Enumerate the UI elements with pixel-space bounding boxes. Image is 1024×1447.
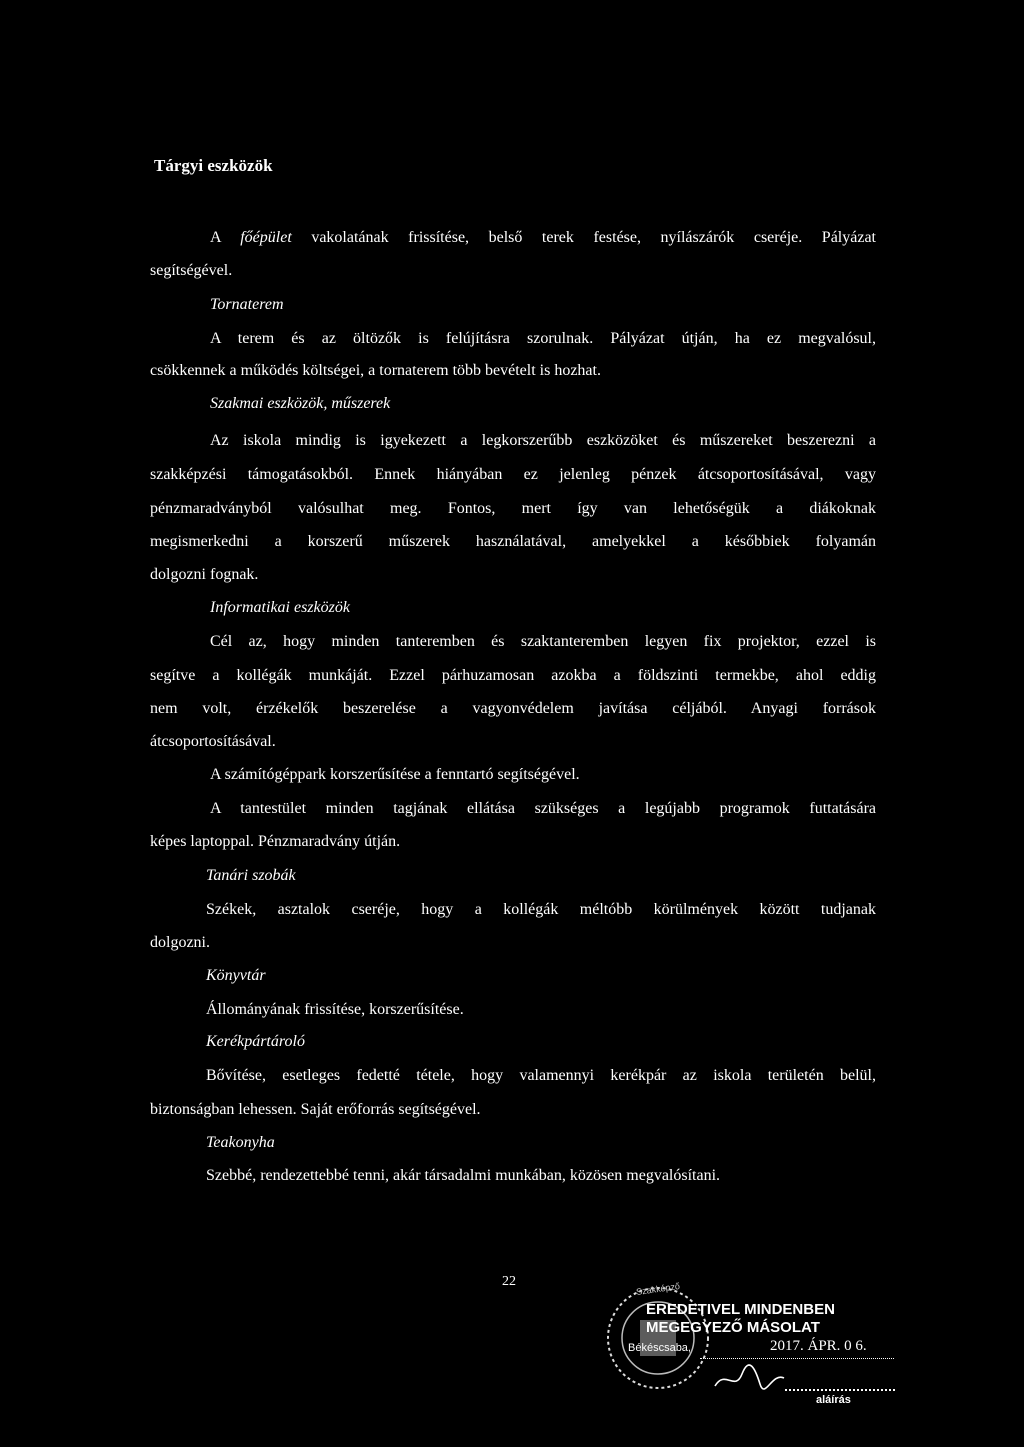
paragraph-line: A tantestület minden tagjának ellátása szükséges a legújabb programok futtatására bbox=[210, 800, 876, 817]
paragraph-line: dolgozni fognak. bbox=[150, 566, 259, 583]
signature-icon bbox=[710, 1364, 790, 1394]
paragraph-line: Bővítése, esetleges fedetté tétele, hogy valamennyi kerékpár az iskola területén belül, bbox=[206, 1067, 876, 1084]
paragraph-line: megismerkedni a korszerű műszerek használatával, amelyekkel a későbbiek folyamán bbox=[150, 533, 876, 550]
paragraph-line: átcsoportosításával. bbox=[150, 733, 276, 750]
paragraph-line: képes laptoppal. Pénzmaradvány útján. bbox=[150, 833, 401, 850]
italic-term: főépület bbox=[240, 229, 292, 246]
paragraph-line: A főépület vakolatának frissítése, belső terek festése, nyílászárók cseréje. Pályázat bbox=[210, 229, 877, 246]
subheading-konyvtar: Könyvtár bbox=[206, 967, 266, 984]
paragraph-line: Székek, asztalok cseréje, hogy a kollégák méltóbb körülmények között tudjanak bbox=[206, 901, 876, 918]
paragraph-line: szakképzési támogatásokból. Ennek hiányában ez jelenleg pénzek átcsoportosításával, vagy bbox=[150, 466, 876, 483]
page-number: 22 bbox=[502, 1274, 516, 1289]
paragraph-line: segítségével. bbox=[150, 262, 233, 279]
stamp-place: Békéscsaba, bbox=[628, 1342, 691, 1354]
paragraph-line: csökkennek a működés költségei, a tornaterem több bevételt is hozhat. bbox=[150, 362, 601, 379]
stamp-line-2: MEGEGYEZŐ MÁSOLAT bbox=[646, 1319, 820, 1336]
seal-text: Szakképző bbox=[635, 1280, 681, 1298]
stamp-date: 2017. ÁPR. 0 6. bbox=[770, 1338, 867, 1354]
subheading-informatikai: Informatikai eszközök bbox=[210, 599, 350, 616]
paragraph-line: nem volt, érzékelők beszerelése a vagyonvédelem javítása céljából. Anyagi források bbox=[150, 700, 876, 717]
subheading-tornaterem: Tornaterem bbox=[210, 296, 284, 313]
paragraph-line: pénzmaradványból valósulhat meg. Fontos, mert így van lehetőségük a diákoknak bbox=[150, 500, 876, 517]
subheading-szakmai: Szakmai eszközök, műszerek bbox=[210, 395, 391, 412]
signature-dotted-line bbox=[785, 1389, 895, 1391]
subheading-tanari: Tanári szobák bbox=[206, 867, 296, 884]
certification-stamp bbox=[600, 1280, 900, 1420]
section-heading: Tárgyi eszközök bbox=[154, 156, 273, 175]
date-dotted-line bbox=[700, 1358, 894, 1359]
paragraph-line: dolgozni. bbox=[150, 934, 210, 951]
subheading-kerekpartarolo: Kerékpártároló bbox=[206, 1033, 305, 1050]
paragraph-line: Állományának frissítése, korszerűsítése. bbox=[206, 1001, 464, 1018]
paragraph-line: Szebbé, rendezettebbé tenni, akár társadalmi munkában, közösen megvalósítani. bbox=[206, 1167, 721, 1184]
paragraph-line: segítve a kollégák munkáját. Ezzel párhuzamosan azokba a földszinti termekbe, ahol eddig bbox=[150, 667, 876, 684]
subheading-teakonyha: Teakonyha bbox=[206, 1134, 275, 1151]
stamp-line-1: EREDETIVEL MINDENBEN bbox=[646, 1301, 835, 1318]
paragraph-line: biztonságban lehessen. Saját erőforrás segítségével. bbox=[150, 1101, 481, 1118]
paragraph-line: A terem és az öltözők is felújításra szorulnak. Pályázat útján, ha ez megvalósul, bbox=[210, 330, 876, 347]
paragraph-line: A számítógéppark korszerűsítése a fenntartó segítségével. bbox=[210, 766, 580, 783]
paragraph-line: Az iskola mindig is igyekezett a legkorszerűbb eszközöket és műszereket beszerezni a bbox=[210, 432, 876, 449]
signature-label: aláírás bbox=[816, 1394, 851, 1406]
paragraph-line: Cél az, hogy minden tanteremben és szaktanteremben legyen fix projektor, ezzel is bbox=[210, 633, 876, 650]
